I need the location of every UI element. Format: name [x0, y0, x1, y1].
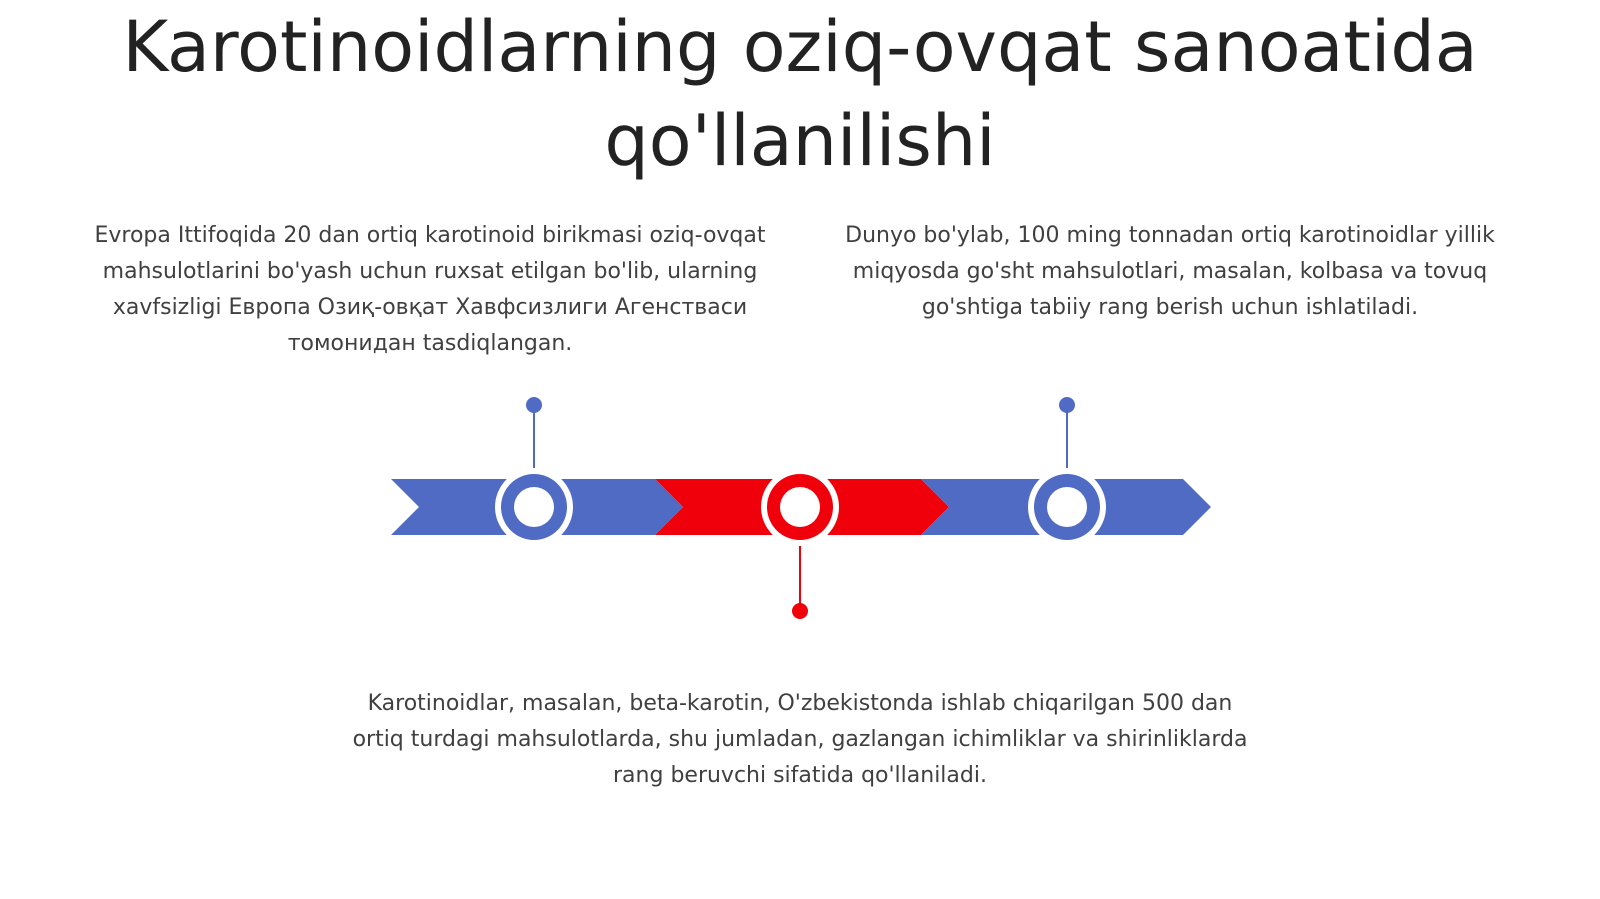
milestone-2-ring-center — [780, 487, 820, 527]
milestone-3-text: Dunyo bo'ylab, 100 ming tonnadan ortiq karotinoidlar yillik miqyosda go'sht mahsulotlari, masalan, kolbasa va tovuq go'shtiga tabiiy rang berish uchun ishlatiladi. — [845, 223, 1495, 320]
milestone-1-pin-dot — [526, 397, 542, 413]
slide-title-line-1: Karotinoidlarning oziq-ovqat sanoatida — [122, 6, 1478, 88]
timeline-milestone-2 — [761, 468, 839, 619]
slide-title-line-2: qo'llanilishi — [604, 100, 996, 182]
timeline-milestone-3 — [1028, 397, 1106, 546]
milestone-2-text: Karotinoidlar, masalan, beta-karotin, O'zbekistonda ishlab chiqarilgan 500 dan ortiq turdagi mahsulotlarda, shu jumladan, gazlangan ichimliklar va shirinliklarda rang beruvchi sifatida qo'llaniladi. — [352, 691, 1248, 788]
milestone-2-pin-dot — [792, 603, 808, 619]
milestone-1-text: Evropa Ittifoqida 20 dan ortiq karotinoid birikmasi oziq-ovqat mahsulotlarini bo'yash uchun ruxsat etilgan bo'lib, ularning xavfsizligi Европа Озиқ-овқат Хавфсизлиги Агенстваси томонидан tasdiqlangan. — [94, 223, 766, 356]
milestone-3-ring-center — [1047, 487, 1087, 527]
milestone-1-ring-center — [514, 487, 554, 527]
timeline-milestone-1 — [495, 397, 573, 546]
milestone-3-pin-dot — [1059, 397, 1075, 413]
